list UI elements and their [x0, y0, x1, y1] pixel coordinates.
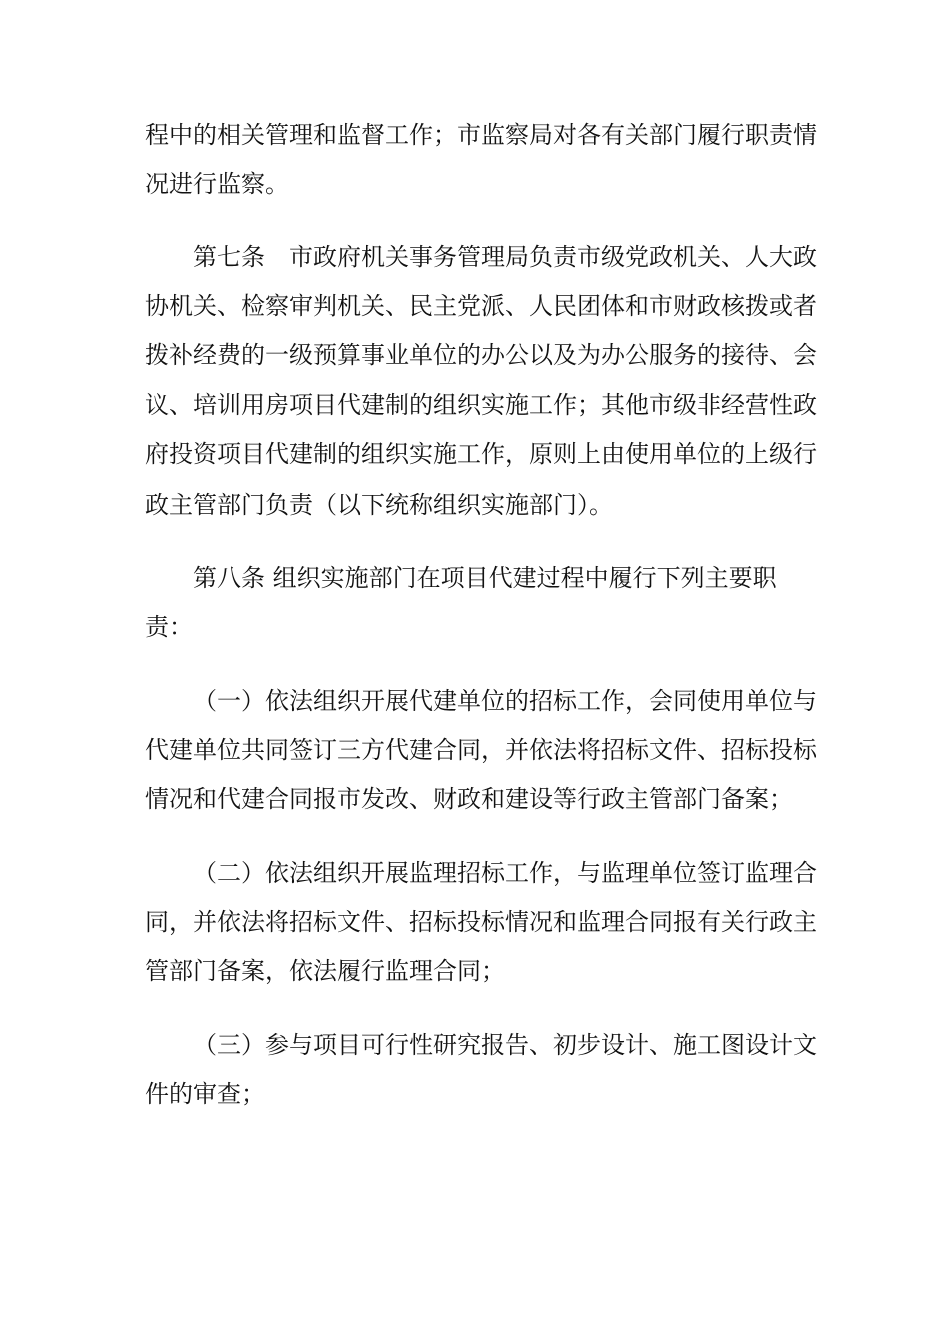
item-3-line: （三）参与项目可行性研究报告、初步设计、施工图设计文 — [193, 1031, 817, 1059]
item-1-line: （一）依法组织开展代建单位的招标工作，会同使用单位与 — [193, 687, 817, 715]
text-line: 件的审查； — [145, 1080, 265, 1108]
text-line: 代建单位共同签订三方代建合同，并依法将招标文件、招标投标 — [145, 736, 817, 764]
item-2-line: （二）依法组织开展监理招标工作，与监理单位签订监理合 — [193, 859, 817, 887]
text-line: 同，并依法将招标文件、招标投标情况和监理合同报有关行政主 — [145, 908, 817, 936]
text-line: 情况和代建合同报市发改、财政和建设等行政主管部门备案； — [145, 785, 793, 813]
text-line: 府投资项目代建制的组织实施工作，原则上由使用单位的上级行 — [145, 440, 817, 468]
text-line: 议、培训用房项目代建制的组织实施工作；其他市级非经营性政 — [145, 391, 817, 419]
text-line: 责： — [145, 613, 193, 641]
text-line: 拨补经费的一级预算事业单位的办公以及为办公服务的接待、会 — [145, 341, 817, 369]
article-8-heading-line: 第八条 组织实施部门在项目代建过程中履行下列主要职 — [193, 564, 777, 592]
text-line: 政主管部门负责（以下统称组织实施部门）。 — [145, 491, 613, 519]
text-line: 协机关、检察审判机关、民主党派、人民团体和市财政核拨或者 — [145, 292, 817, 320]
article-7-heading-line: 第七条 市政府机关事务管理局负责市级党政机关、人大政 — [193, 243, 817, 271]
text-line: 管部门备案，依法履行监理合同； — [145, 957, 505, 985]
text-line: 况进行监察。 — [145, 170, 289, 198]
text-line: 程中的相关管理和监督工作；市监察局对各有关部门履行职责情 — [145, 121, 817, 149]
